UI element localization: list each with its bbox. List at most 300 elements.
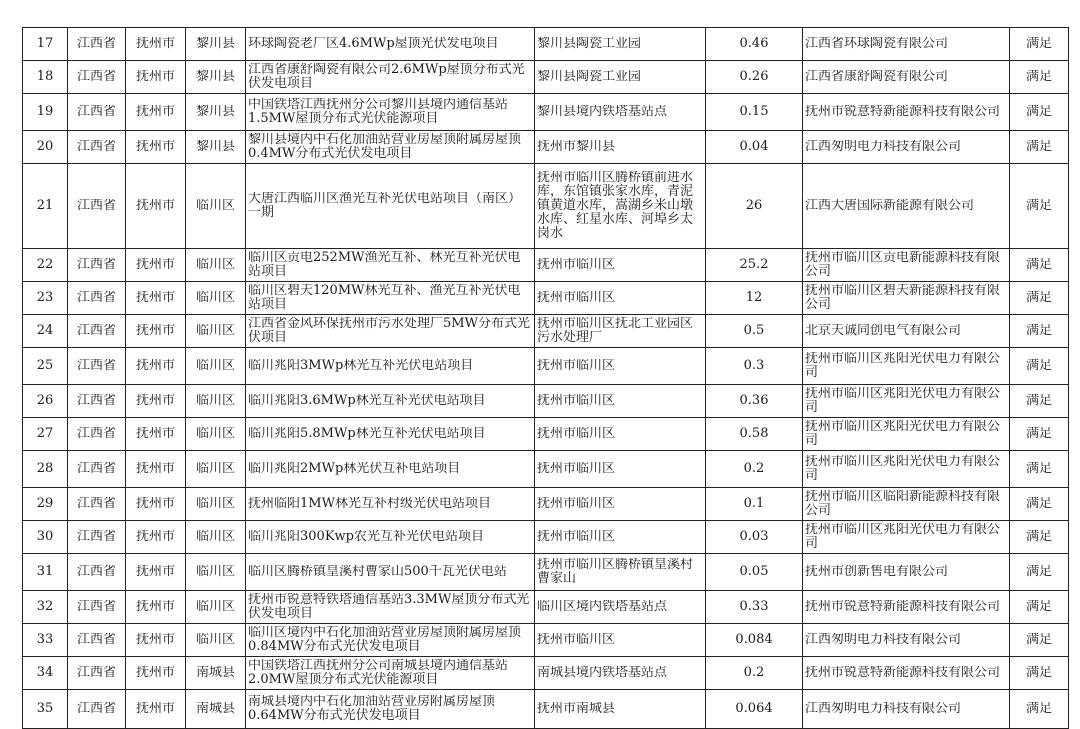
status-cell	[1010, 28, 1069, 61]
province-cell-text: 江西省	[76, 462, 116, 476]
status-cell	[1010, 451, 1069, 488]
company-cell	[803, 131, 1010, 164]
company-cell-text: 抚州市创新售电有限公司	[805, 565, 949, 579]
row-number-cell	[23, 554, 68, 591]
project-name-cell-text: 中国铁塔江西抚州分公司黎川县境内通信基站1.5MW屋顶分布式光伏能源项目	[248, 98, 509, 126]
capacity-cell-text: 0.03	[739, 530, 769, 544]
location-cell	[535, 624, 706, 657]
project-name-cell	[246, 28, 535, 61]
city-cell-text: 抚州市	[135, 140, 175, 154]
county-cell	[186, 451, 246, 488]
province-cell-text: 江西省	[76, 291, 116, 305]
status-cell-text: 满足	[1025, 702, 1052, 716]
city-cell-text: 抚州市	[135, 427, 175, 441]
city-cell	[126, 94, 186, 131]
province-cell	[68, 315, 126, 348]
project-name-cell	[246, 385, 535, 418]
city-cell-text: 抚州市	[135, 394, 175, 408]
location-cell	[535, 282, 706, 315]
capacity-cell-text: 0.04	[739, 140, 769, 154]
county-cell-text: 临川区	[195, 462, 235, 476]
province-cell	[68, 282, 126, 315]
row-number-cell-text: 31	[36, 565, 54, 579]
status-cell	[1010, 488, 1069, 521]
company-cell	[803, 385, 1010, 418]
county-cell-text: 南城县	[195, 702, 235, 716]
location-cell	[535, 554, 706, 591]
company-cell-text: 江西匆明电力科技有限公司	[805, 140, 962, 154]
row-number-cell-text: 20	[36, 140, 54, 154]
company-cell	[803, 624, 1010, 657]
table-row	[23, 28, 1069, 61]
table-row	[23, 164, 1069, 249]
project-name-cell-text: 临川兆阳2MWp林光伏互补电站项目	[248, 462, 461, 476]
county-cell-text: 临川区	[195, 530, 235, 544]
project-name-cell-text: 临川区贡电252MW渔光互补、林光互补光伏电站项目	[248, 251, 521, 279]
table-row	[23, 348, 1069, 385]
city-cell-text: 抚州市	[135, 324, 175, 338]
province-cell	[68, 624, 126, 657]
company-cell-text: 抚州市锐意特新能源科技有限公司	[805, 666, 1001, 680]
capacity-cell	[706, 61, 803, 94]
city-cell	[126, 657, 186, 690]
status-cell-text: 满足	[1025, 427, 1052, 441]
county-cell	[186, 488, 246, 521]
city-cell-text: 抚州市	[135, 633, 175, 647]
row-number-cell-text: 29	[36, 497, 54, 511]
company-cell	[803, 521, 1010, 554]
project-name-cell	[246, 348, 535, 385]
status-cell-text: 满足	[1025, 530, 1052, 544]
location-cell	[535, 657, 706, 690]
location-cell	[535, 521, 706, 554]
county-cell-text: 临川区	[195, 565, 235, 579]
project-name-cell	[246, 591, 535, 624]
company-cell	[803, 164, 1010, 249]
county-cell-text: 临川区	[195, 324, 235, 338]
project-name-cell	[246, 521, 535, 554]
project-name-cell	[246, 282, 535, 315]
company-cell	[803, 591, 1010, 624]
city-cell	[126, 315, 186, 348]
row-number-cell	[23, 164, 68, 249]
status-cell-text: 满足	[1025, 140, 1052, 154]
city-cell	[126, 249, 186, 282]
city-cell	[126, 554, 186, 591]
location-cell	[535, 348, 706, 385]
province-cell-text: 江西省	[76, 666, 116, 680]
row-number-cell-text: 17	[36, 37, 54, 51]
capacity-cell-text: 0.36	[739, 394, 769, 408]
project-name-cell-text: 抚州市锐意特铁塔通信基站3.3MW屋顶分布式光伏发电项目	[248, 593, 530, 621]
city-cell-text: 抚州市	[135, 199, 175, 213]
company-cell-text: 抚州市临川区碧天新能源科技有限公司	[805, 284, 1001, 312]
capacity-cell	[706, 164, 803, 249]
province-cell-text: 江西省	[76, 359, 116, 373]
row-number-cell	[23, 657, 68, 690]
table-row	[23, 521, 1069, 554]
capacity-cell	[706, 348, 803, 385]
location-cell-text: 南城县境内铁塔基站点	[537, 666, 668, 680]
location-cell-text: 抚州市临川区	[537, 530, 616, 544]
project-name-cell	[246, 131, 535, 164]
project-name-cell	[246, 61, 535, 94]
province-cell-text: 江西省	[76, 37, 116, 51]
capacity-cell	[706, 451, 803, 488]
project-name-cell-text: 大唐江西临川区渔光互补光伏电站项目（南区）一期	[248, 192, 522, 220]
row-number-cell-text: 18	[36, 70, 54, 84]
location-cell-text: 抚州市临川区腾桥镇前进水库，东馆镇张家水库，青泥镇黄道水库，嵩湖乡米山墩水库、红星水库、河埠乡太岗水	[537, 171, 694, 241]
status-cell	[1010, 164, 1069, 249]
location-cell	[535, 385, 706, 418]
company-cell	[803, 61, 1010, 94]
capacity-cell	[706, 418, 803, 451]
status-cell	[1010, 521, 1069, 554]
capacity-cell-text: 0.58	[739, 427, 769, 441]
row-number-cell-text: 28	[36, 462, 54, 476]
project-name-cell	[246, 315, 535, 348]
capacity-cell-text: 12	[745, 291, 763, 305]
location-cell	[535, 28, 706, 61]
city-cell	[126, 521, 186, 554]
capacity-cell-text: 0.26	[739, 70, 769, 84]
row-number-cell	[23, 385, 68, 418]
location-cell-text: 抚州市临川区	[537, 291, 616, 305]
city-cell	[126, 61, 186, 94]
table-row	[23, 94, 1069, 131]
capacity-cell-text: 26	[745, 199, 763, 213]
row-number-cell	[23, 418, 68, 451]
project-name-cell-text: 抚州临阳1MW林光互补村级光伏电站项目	[248, 497, 491, 511]
city-cell	[126, 451, 186, 488]
county-cell-text: 黎川县	[195, 70, 235, 84]
county-cell	[186, 315, 246, 348]
status-cell-text: 满足	[1025, 291, 1052, 305]
location-cell-text: 抚州市南城县	[537, 702, 616, 716]
city-cell	[126, 418, 186, 451]
province-cell-text: 江西省	[76, 70, 116, 84]
row-number-cell-text: 34	[36, 666, 54, 680]
status-cell	[1010, 591, 1069, 624]
table-body	[23, 28, 1069, 729]
status-cell	[1010, 418, 1069, 451]
province-cell	[68, 28, 126, 61]
location-cell	[535, 315, 706, 348]
province-cell	[68, 488, 126, 521]
county-cell-text: 临川区	[195, 600, 235, 614]
location-cell-text: 抚州市临川区	[537, 427, 616, 441]
status-cell	[1010, 94, 1069, 131]
status-cell-text: 满足	[1025, 105, 1052, 119]
capacity-cell	[706, 282, 803, 315]
county-cell	[186, 131, 246, 164]
capacity-cell-text: 0.46	[739, 37, 769, 51]
province-cell	[68, 131, 126, 164]
project-name-cell	[246, 94, 535, 131]
project-name-cell-text: 临川区碧天120MW林光互补、渔光互补光伏电站项目	[248, 284, 521, 312]
row-number-cell-text: 21	[36, 199, 54, 213]
province-cell-text: 江西省	[76, 565, 116, 579]
province-cell	[68, 451, 126, 488]
row-number-cell-text: 33	[36, 633, 54, 647]
location-cell-text: 抚州市临川区	[537, 633, 616, 647]
province-cell	[68, 521, 126, 554]
capacity-cell	[706, 28, 803, 61]
status-cell-text: 满足	[1025, 324, 1052, 338]
company-cell	[803, 657, 1010, 690]
company-cell	[803, 348, 1010, 385]
province-cell	[68, 61, 126, 94]
row-number-cell	[23, 28, 68, 61]
city-cell	[126, 28, 186, 61]
table-row	[23, 624, 1069, 657]
company-cell-text: 北京天诚同创电气有限公司	[805, 324, 962, 338]
status-cell-text: 满足	[1025, 462, 1052, 476]
status-cell	[1010, 249, 1069, 282]
company-cell	[803, 282, 1010, 315]
capacity-cell-text: 0.15	[739, 105, 769, 119]
status-cell-text: 满足	[1025, 70, 1052, 84]
province-cell	[68, 94, 126, 131]
table-row	[23, 131, 1069, 164]
capacity-cell-text: 0.1	[743, 497, 765, 511]
company-cell-text: 江西省环球陶瓷有限公司	[805, 37, 949, 51]
status-cell	[1010, 554, 1069, 591]
city-cell	[126, 488, 186, 521]
table-row	[23, 488, 1069, 521]
row-number-cell-text: 32	[36, 600, 54, 614]
city-cell-text: 抚州市	[135, 359, 175, 373]
row-number-cell-text: 23	[36, 291, 54, 305]
county-cell-text: 临川区	[195, 394, 235, 408]
row-number-cell	[23, 94, 68, 131]
row-number-cell-text: 19	[36, 105, 54, 119]
project-name-cell-text: 临川兆阳3MWp林光互补光伏电站项目	[248, 359, 474, 373]
capacity-cell	[706, 521, 803, 554]
city-cell-text: 抚州市	[135, 37, 175, 51]
county-cell	[186, 61, 246, 94]
status-cell-text: 满足	[1025, 359, 1052, 373]
row-number-cell	[23, 521, 68, 554]
status-cell-text: 满足	[1025, 633, 1052, 647]
province-cell-text: 江西省	[76, 633, 116, 647]
table-row	[23, 657, 1069, 690]
capacity-cell	[706, 94, 803, 131]
status-cell	[1010, 385, 1069, 418]
project-table	[22, 27, 1069, 729]
status-cell-text: 满足	[1025, 199, 1052, 213]
province-cell	[68, 249, 126, 282]
row-number-cell	[23, 131, 68, 164]
county-cell-text: 临川区	[195, 291, 235, 305]
row-number-cell-text: 30	[36, 530, 54, 544]
capacity-cell-text: 0.084	[735, 633, 773, 647]
row-number-cell	[23, 315, 68, 348]
row-number-cell	[23, 282, 68, 315]
company-cell-text: 江西省康舒陶瓷有限公司	[805, 70, 949, 84]
capacity-cell-text: 0.33	[739, 600, 769, 614]
company-cell	[803, 28, 1010, 61]
row-number-cell	[23, 348, 68, 385]
table-row	[23, 249, 1069, 282]
city-cell	[126, 385, 186, 418]
city-cell	[126, 282, 186, 315]
county-cell-text: 临川区	[195, 633, 235, 647]
project-name-cell	[246, 164, 535, 249]
company-cell	[803, 249, 1010, 282]
county-cell	[186, 282, 246, 315]
row-number-cell	[23, 624, 68, 657]
status-cell	[1010, 348, 1069, 385]
province-cell	[68, 348, 126, 385]
table-row	[23, 315, 1069, 348]
city-cell-text: 抚州市	[135, 258, 175, 272]
county-cell-text: 南城县	[195, 666, 235, 680]
capacity-cell	[706, 249, 803, 282]
table-row	[23, 418, 1069, 451]
capacity-cell	[706, 624, 803, 657]
capacity-cell	[706, 315, 803, 348]
row-number-cell	[23, 61, 68, 94]
project-name-cell	[246, 249, 535, 282]
project-name-cell-text: 临川区腾桥镇皇溪村曹家山500千瓦光伏电站	[248, 565, 507, 579]
capacity-cell-text: 0.3	[743, 359, 765, 373]
company-cell	[803, 451, 1010, 488]
province-cell-text: 江西省	[76, 427, 116, 441]
project-name-cell-text: 临川兆阳3.6MWp林光互补光伏电站项目	[248, 394, 486, 408]
capacity-cell	[706, 131, 803, 164]
province-cell-text: 江西省	[76, 140, 116, 154]
status-cell	[1010, 61, 1069, 94]
capacity-cell-text: 25.2	[739, 258, 769, 272]
row-number-cell-text: 24	[36, 324, 54, 338]
location-cell-text: 临川区境内铁塔基站点	[537, 600, 668, 614]
location-cell-text: 黎川县陶瓷工业园	[537, 37, 642, 51]
company-cell-text: 抚州市临川区贡电新能源科技有限公司	[805, 251, 1001, 279]
location-cell	[535, 591, 706, 624]
county-cell	[186, 385, 246, 418]
capacity-cell-text: 0.064	[735, 702, 773, 716]
location-cell	[535, 94, 706, 131]
province-cell-text: 江西省	[76, 702, 116, 716]
county-cell-text: 黎川县	[195, 37, 235, 51]
location-cell-text: 抚州市临川区	[537, 258, 616, 272]
location-cell-text: 抚州市临川区抚北工业园区污水处理厂	[537, 317, 694, 345]
location-cell	[535, 249, 706, 282]
location-cell	[535, 61, 706, 94]
county-cell	[186, 348, 246, 385]
county-cell-text: 临川区	[195, 497, 235, 511]
location-cell-text: 抚州市临川区	[537, 394, 616, 408]
capacity-cell	[706, 591, 803, 624]
company-cell-text: 抚州市临川区兆阳光伏电力有限公司	[805, 352, 1001, 380]
location-cell	[535, 131, 706, 164]
status-cell	[1010, 624, 1069, 657]
location-cell-text: 抚州市临川区腾桥镇皇溪村曹家山	[537, 558, 694, 586]
row-number-cell-text: 26	[36, 394, 54, 408]
capacity-cell-text: 0.2	[743, 462, 765, 476]
city-cell	[126, 164, 186, 249]
county-cell-text: 临川区	[195, 359, 235, 373]
city-cell-text: 抚州市	[135, 565, 175, 579]
location-cell-text: 黎川县境内铁塔基站点	[537, 105, 668, 119]
company-cell-text: 抚州市锐意特新能源科技有限公司	[805, 105, 1001, 119]
project-name-cell-text: 临川区境内中石化加油站营业房屋顶附属房屋顶0.84MW分布式光伏发电项目	[248, 626, 522, 654]
city-cell-text: 抚州市	[135, 462, 175, 476]
project-name-cell-text: 江西省金风环保抚州市污水处理厂5MW分布式光伏项目	[248, 317, 530, 345]
row-number-cell	[23, 488, 68, 521]
county-cell	[186, 28, 246, 61]
province-cell	[68, 418, 126, 451]
province-cell-text: 江西省	[76, 394, 116, 408]
table-row	[23, 591, 1069, 624]
capacity-cell	[706, 657, 803, 690]
county-cell	[186, 249, 246, 282]
project-name-cell-text: 临川兆阳5.8MWp林光互补光伏电站项目	[248, 427, 486, 441]
location-cell-text: 抚州市临川区	[537, 462, 616, 476]
county-cell	[186, 554, 246, 591]
project-name-cell	[246, 624, 535, 657]
province-cell	[68, 164, 126, 249]
city-cell-text: 抚州市	[135, 70, 175, 84]
city-cell-text: 抚州市	[135, 600, 175, 614]
province-cell-text: 江西省	[76, 600, 116, 614]
company-cell-text: 抚州市临川区兆阳光伏电力有限公司	[805, 455, 1001, 483]
status-cell	[1010, 282, 1069, 315]
city-cell	[126, 624, 186, 657]
county-cell	[186, 418, 246, 451]
city-cell	[126, 131, 186, 164]
company-cell	[803, 418, 1010, 451]
status-cell-text: 满足	[1025, 37, 1052, 51]
project-name-cell-text: 南城县境内中石化加油站营业房附属房屋顶0.64MW分布式光伏发电项目	[248, 695, 496, 723]
county-cell	[186, 94, 246, 131]
location-cell-text: 抚州市黎川县	[537, 140, 616, 154]
company-cell-text: 抚州市临川区兆阳光伏电力有限公司	[805, 420, 1001, 448]
city-cell	[126, 591, 186, 624]
province-cell-text: 江西省	[76, 105, 116, 119]
project-name-cell-text: 江西省康舒陶瓷有限公司2.6MWp屋顶分布式光伏发电项目	[248, 63, 525, 91]
row-number-cell-text: 25	[36, 359, 54, 373]
county-cell-text: 临川区	[195, 199, 235, 213]
project-name-cell-text: 临川兆阳300Kwp农光互补光伏电站项目	[248, 530, 484, 544]
capacity-cell-text: 0.2	[743, 666, 765, 680]
county-cell	[186, 521, 246, 554]
location-cell	[535, 164, 706, 249]
city-cell-text: 抚州市	[135, 291, 175, 305]
location-cell-text: 抚州市临川区	[537, 359, 616, 373]
province-cell-text: 江西省	[76, 324, 116, 338]
company-cell-text: 江西匆明电力科技有限公司	[805, 633, 962, 647]
location-cell-text: 抚州市临川区	[537, 497, 616, 511]
status-cell	[1010, 315, 1069, 348]
city-cell-text: 抚州市	[135, 666, 175, 680]
county-cell-text: 临川区	[195, 258, 235, 272]
company-cell-text: 抚州市临川区兆阳光伏电力有限公司	[805, 387, 1001, 415]
status-cell-text: 满足	[1025, 497, 1052, 511]
capacity-cell	[706, 488, 803, 521]
county-cell	[186, 624, 246, 657]
company-cell-text: 江西匆明电力科技有限公司	[805, 702, 962, 716]
county-cell	[186, 591, 246, 624]
company-cell-text: 抚州市临川区兆阳光伏电力有限公司	[805, 523, 1001, 551]
county-cell	[186, 657, 246, 690]
status-cell-text: 满足	[1025, 565, 1052, 579]
table-row	[23, 61, 1069, 94]
project-name-cell	[246, 554, 535, 591]
company-cell-text: 江西大唐国际新能源有限公司	[805, 199, 975, 213]
company-cell-text: 抚州市临川区临阳新能源科技有限公司	[805, 490, 1001, 518]
